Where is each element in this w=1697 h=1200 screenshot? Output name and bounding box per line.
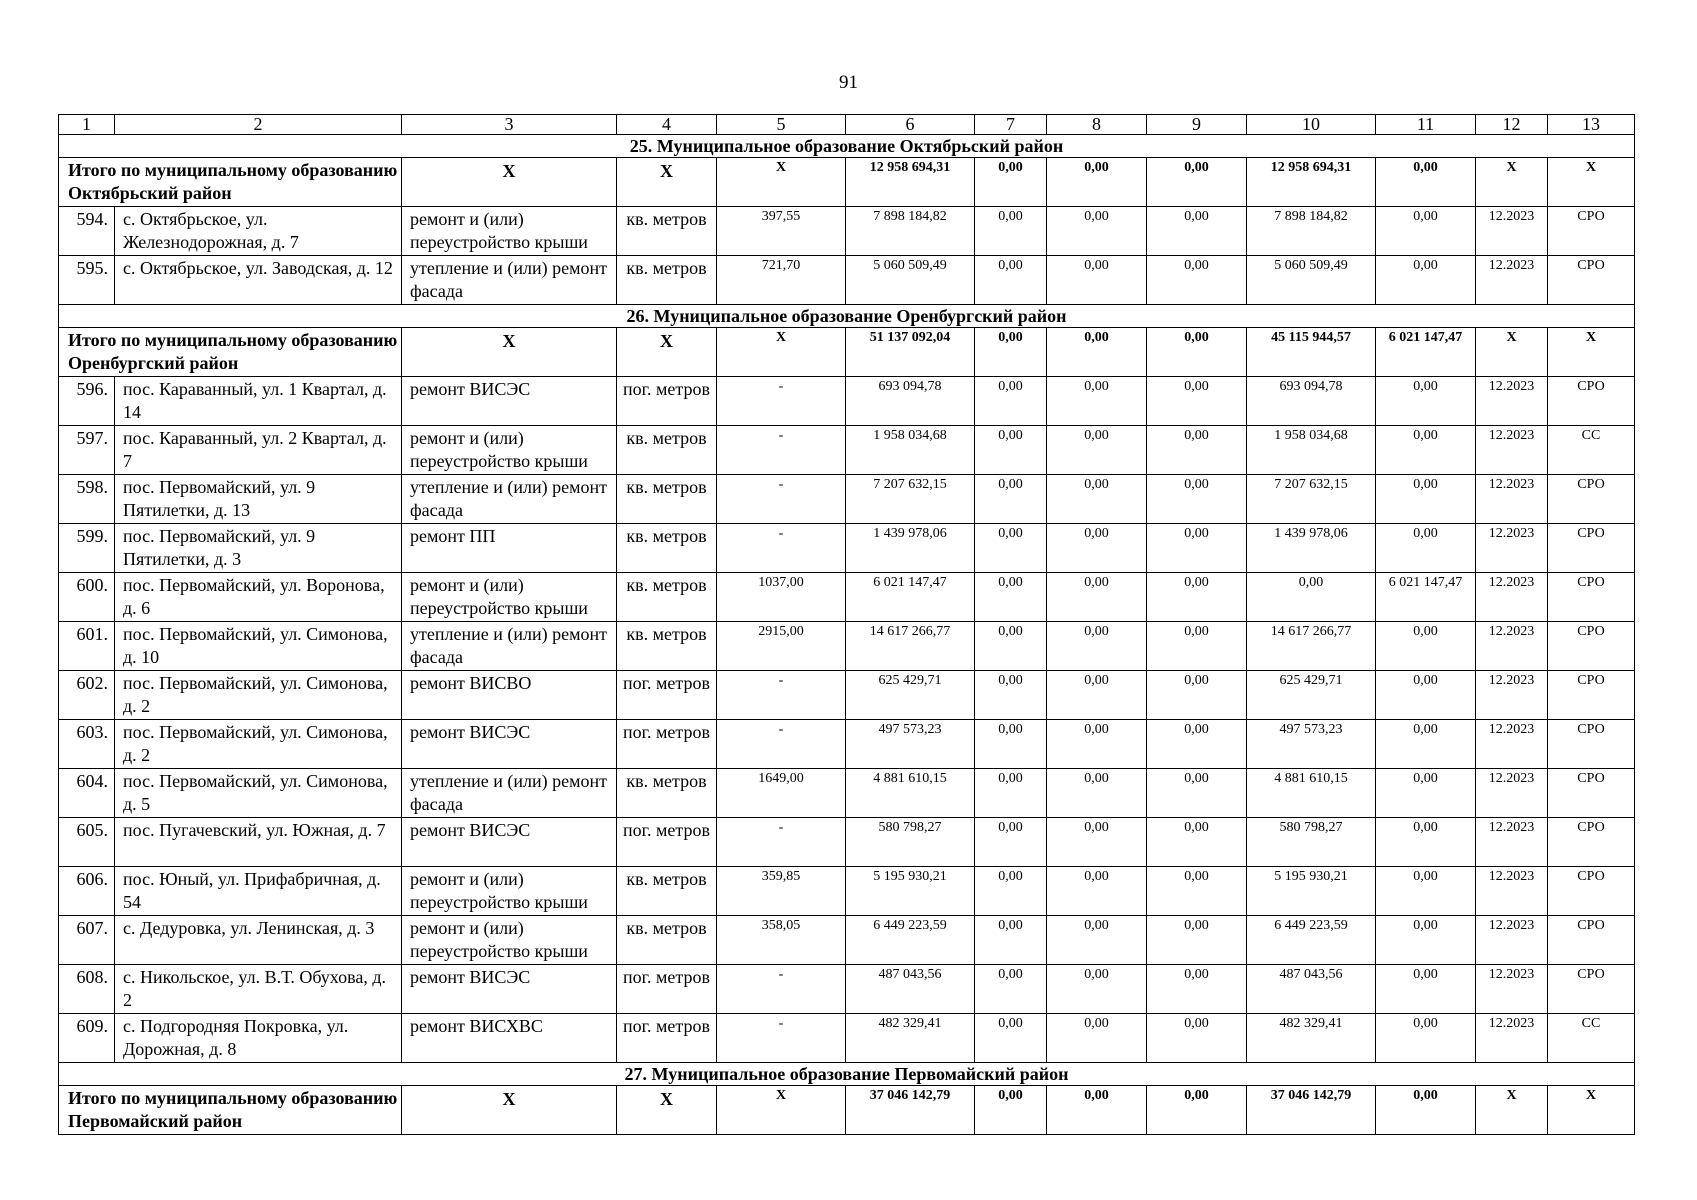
value-col-9: 0,00 xyxy=(1147,377,1247,426)
value-col-6: 5 195 930,21 xyxy=(846,867,975,916)
total-col-5: X xyxy=(717,158,846,207)
column-number-2: 2 xyxy=(115,115,402,135)
address: пос. Караванный, ул. 1 Квартал, д. 14 xyxy=(115,377,402,426)
row-number: 597. xyxy=(59,426,115,475)
section-header-row xyxy=(59,135,1635,158)
value-col-5: - xyxy=(717,965,846,1014)
value-col-9: 0,00 xyxy=(1147,475,1247,524)
total-row xyxy=(59,1086,1635,1135)
value-col-13: СРО xyxy=(1548,377,1635,426)
row-number: 594. xyxy=(59,207,115,256)
total-col-7: 0,00 xyxy=(975,1086,1047,1135)
table-row xyxy=(59,475,1635,524)
value-col-8: 0,00 xyxy=(1047,573,1147,622)
value-col-13: СС xyxy=(1548,426,1635,475)
value-col-13: СРО xyxy=(1548,671,1635,720)
value-col-7: 0,00 xyxy=(975,622,1047,671)
table-row xyxy=(59,256,1635,305)
value-col-12: 12.2023 xyxy=(1476,720,1548,769)
row-number: 601. xyxy=(59,622,115,671)
unit: кв. метров xyxy=(617,916,717,965)
address: пос. Первомайский, ул. 9 Пятилетки, д. 13 xyxy=(115,475,402,524)
value-col-8: 0,00 xyxy=(1047,475,1147,524)
value-col-13: СРО xyxy=(1548,573,1635,622)
address: с. Октябрьское, ул. Железнодорожная, д. 7 xyxy=(115,207,402,256)
address: с. Подгородняя Покровка, ул. Дорожная, д. 8 xyxy=(115,1014,402,1063)
column-number-6: 6 xyxy=(846,115,975,135)
section-title: 25. Муниципальное образование Октябрьский район xyxy=(59,135,1635,158)
work-type: ремонт ПП xyxy=(402,524,617,573)
value-col-8: 0,00 xyxy=(1047,426,1147,475)
value-col-10: 1 958 034,68 xyxy=(1247,426,1376,475)
total-col-8: 0,00 xyxy=(1047,1086,1147,1135)
value-col-12: 12.2023 xyxy=(1476,256,1548,305)
unit: кв. метров xyxy=(617,426,717,475)
value-col-5: 721,70 xyxy=(717,256,846,305)
row-number: 609. xyxy=(59,1014,115,1063)
value-col-5: - xyxy=(717,377,846,426)
value-col-13: СРО xyxy=(1548,622,1635,671)
row-number: 606. xyxy=(59,867,115,916)
work-type: ремонт ВИСЭС xyxy=(402,377,617,426)
section-title: 27. Муниципальное образование Первомайский район xyxy=(59,1063,1635,1086)
table-row xyxy=(59,671,1635,720)
work-type: ремонт и (или) переустройство крыши xyxy=(402,573,617,622)
value-col-9: 0,00 xyxy=(1147,818,1247,867)
address: пос. Первомайский, ул. Симонова, д. 2 xyxy=(115,720,402,769)
value-col-12: 12.2023 xyxy=(1476,524,1548,573)
work-type: ремонт и (или) переустройство крыши xyxy=(402,867,617,916)
total-label: Итого по муниципальному образованию Первомайский район xyxy=(59,1086,402,1135)
page-number: 91 xyxy=(839,72,858,93)
section-header-row xyxy=(59,1063,1635,1086)
column-number-1: 1 xyxy=(59,115,115,135)
value-col-5: - xyxy=(717,671,846,720)
value-col-7: 0,00 xyxy=(975,867,1047,916)
value-col-7: 0,00 xyxy=(975,573,1047,622)
value-col-5: - xyxy=(717,720,846,769)
total-col-12: X xyxy=(1476,328,1548,377)
value-col-11: 0,00 xyxy=(1376,207,1476,256)
value-col-5: 1037,00 xyxy=(717,573,846,622)
value-col-8: 0,00 xyxy=(1047,769,1147,818)
value-col-9: 0,00 xyxy=(1147,1014,1247,1063)
value-col-12: 12.2023 xyxy=(1476,916,1548,965)
value-col-8: 0,00 xyxy=(1047,207,1147,256)
work-type: ремонт ВИСХВС xyxy=(402,1014,617,1063)
total-col-12: X xyxy=(1476,158,1548,207)
total-col-10: 12 958 694,31 xyxy=(1247,158,1376,207)
unit: кв. метров xyxy=(617,256,717,305)
total-work-type: X xyxy=(402,1086,617,1135)
value-col-9: 0,00 xyxy=(1147,671,1247,720)
value-col-10: 693 094,78 xyxy=(1247,377,1376,426)
work-type: ремонт ВИСВО xyxy=(402,671,617,720)
value-col-7: 0,00 xyxy=(975,818,1047,867)
total-col-7: 0,00 xyxy=(975,328,1047,377)
row-number: 598. xyxy=(59,475,115,524)
value-col-9: 0,00 xyxy=(1147,573,1247,622)
address: пос. Первомайский, ул. Воронова, д. 6 xyxy=(115,573,402,622)
value-col-10: 7 207 632,15 xyxy=(1247,475,1376,524)
value-col-10: 4 881 610,15 xyxy=(1247,769,1376,818)
address: пос. Караванный, ул. 2 Квартал, д. 7 xyxy=(115,426,402,475)
value-col-13: СРО xyxy=(1548,965,1635,1014)
total-label: Итого по муниципальному образованию Октябрьский район xyxy=(59,158,402,207)
column-number-8: 8 xyxy=(1047,115,1147,135)
table-row xyxy=(59,769,1635,818)
value-col-11: 0,00 xyxy=(1376,1014,1476,1063)
total-row xyxy=(59,158,1635,207)
value-col-10: 7 898 184,82 xyxy=(1247,207,1376,256)
value-col-6: 625 429,71 xyxy=(846,671,975,720)
column-number-10: 10 xyxy=(1247,115,1376,135)
row-number: 595. xyxy=(59,256,115,305)
row-number: 596. xyxy=(59,377,115,426)
value-col-6: 482 329,41 xyxy=(846,1014,975,1063)
value-col-12: 12.2023 xyxy=(1476,377,1548,426)
value-col-10: 497 573,23 xyxy=(1247,720,1376,769)
table-row xyxy=(59,965,1635,1014)
work-type: ремонт и (или) переустройство крыши xyxy=(402,426,617,475)
table-row xyxy=(59,1014,1635,1063)
value-col-12: 12.2023 xyxy=(1476,818,1548,867)
work-type: утепление и (или) ремонт фасада xyxy=(402,622,617,671)
unit: кв. метров xyxy=(617,524,717,573)
value-col-10: 6 449 223,59 xyxy=(1247,916,1376,965)
total-col-13: X xyxy=(1548,158,1635,207)
value-col-10: 482 329,41 xyxy=(1247,1014,1376,1063)
value-col-11: 0,00 xyxy=(1376,916,1476,965)
total-col-9: 0,00 xyxy=(1147,328,1247,377)
value-col-13: СРО xyxy=(1548,524,1635,573)
value-col-13: СРО xyxy=(1548,720,1635,769)
value-col-5: 2915,00 xyxy=(717,622,846,671)
value-col-5: - xyxy=(717,1014,846,1063)
value-col-7: 0,00 xyxy=(975,256,1047,305)
value-col-12: 12.2023 xyxy=(1476,965,1548,1014)
value-col-9: 0,00 xyxy=(1147,720,1247,769)
total-row xyxy=(59,328,1635,377)
repair-program-table xyxy=(58,114,1635,1135)
unit: кв. метров xyxy=(617,769,717,818)
total-col-9: 0,00 xyxy=(1147,1086,1247,1135)
value-col-6: 1 439 978,06 xyxy=(846,524,975,573)
value-col-7: 0,00 xyxy=(975,671,1047,720)
value-col-8: 0,00 xyxy=(1047,377,1147,426)
address: с. Октябрьское, ул. Заводская, д. 12 xyxy=(115,256,402,305)
address: пос. Первомайский, ул. Симонова, д. 10 xyxy=(115,622,402,671)
value-col-6: 1 958 034,68 xyxy=(846,426,975,475)
work-type: утепление и (или) ремонт фасада xyxy=(402,769,617,818)
row-number: 604. xyxy=(59,769,115,818)
value-col-12: 12.2023 xyxy=(1476,475,1548,524)
column-number-11: 11 xyxy=(1376,115,1476,135)
value-col-11: 0,00 xyxy=(1376,769,1476,818)
total-col-8: 0,00 xyxy=(1047,158,1147,207)
value-col-7: 0,00 xyxy=(975,475,1047,524)
address: пос. Первомайский, ул. Симонова, д. 5 xyxy=(115,769,402,818)
column-number-9: 9 xyxy=(1147,115,1247,135)
value-col-10: 14 617 266,77 xyxy=(1247,622,1376,671)
value-col-5: 1649,00 xyxy=(717,769,846,818)
value-col-6: 4 881 610,15 xyxy=(846,769,975,818)
table-row xyxy=(59,207,1635,256)
value-col-7: 0,00 xyxy=(975,916,1047,965)
total-col-11: 0,00 xyxy=(1376,1086,1476,1135)
value-col-6: 487 043,56 xyxy=(846,965,975,1014)
value-col-13: СРО xyxy=(1548,207,1635,256)
value-col-7: 0,00 xyxy=(975,207,1047,256)
value-col-7: 0,00 xyxy=(975,426,1047,475)
value-col-9: 0,00 xyxy=(1147,622,1247,671)
value-col-6: 6 021 147,47 xyxy=(846,573,975,622)
total-col-13: X xyxy=(1548,328,1635,377)
value-col-7: 0,00 xyxy=(975,1014,1047,1063)
value-col-6: 6 449 223,59 xyxy=(846,916,975,965)
column-number-row xyxy=(59,115,1635,135)
value-col-6: 693 094,78 xyxy=(846,377,975,426)
value-col-11: 0,00 xyxy=(1376,671,1476,720)
row-number: 599. xyxy=(59,524,115,573)
value-col-10: 1 439 978,06 xyxy=(1247,524,1376,573)
column-number-5: 5 xyxy=(717,115,846,135)
work-type: ремонт ВИСЭС xyxy=(402,720,617,769)
table-row xyxy=(59,573,1635,622)
value-col-7: 0,00 xyxy=(975,524,1047,573)
total-col-10: 45 115 944,57 xyxy=(1247,328,1376,377)
column-number-12: 12 xyxy=(1476,115,1548,135)
value-col-12: 12.2023 xyxy=(1476,671,1548,720)
value-col-5: - xyxy=(717,426,846,475)
value-col-8: 0,00 xyxy=(1047,256,1147,305)
work-type: ремонт и (или) переустройство крыши xyxy=(402,916,617,965)
unit: пог. метров xyxy=(617,671,717,720)
unit: кв. метров xyxy=(617,573,717,622)
value-col-12: 12.2023 xyxy=(1476,769,1548,818)
value-col-5: - xyxy=(717,818,846,867)
value-col-10: 5 195 930,21 xyxy=(1247,867,1376,916)
value-col-7: 0,00 xyxy=(975,965,1047,1014)
value-col-10: 0,00 xyxy=(1247,573,1376,622)
value-col-9: 0,00 xyxy=(1147,524,1247,573)
value-col-11: 0,00 xyxy=(1376,426,1476,475)
value-col-9: 0,00 xyxy=(1147,867,1247,916)
work-type: ремонт и (или) переустройство крыши xyxy=(402,207,617,256)
value-col-8: 0,00 xyxy=(1047,524,1147,573)
unit: кв. метров xyxy=(617,475,717,524)
address: пос. Первомайский, ул. Симонова, д. 2 xyxy=(115,671,402,720)
value-col-7: 0,00 xyxy=(975,769,1047,818)
row-number: 608. xyxy=(59,965,115,1014)
value-col-12: 12.2023 xyxy=(1476,622,1548,671)
total-col-11: 6 021 147,47 xyxy=(1376,328,1476,377)
value-col-5: - xyxy=(717,475,846,524)
value-col-13: СС xyxy=(1548,1014,1635,1063)
table-row xyxy=(59,867,1635,916)
total-col-11: 0,00 xyxy=(1376,158,1476,207)
value-col-11: 0,00 xyxy=(1376,622,1476,671)
total-col-5: X xyxy=(717,1086,846,1135)
table-row xyxy=(59,622,1635,671)
value-col-7: 0,00 xyxy=(975,720,1047,769)
value-col-8: 0,00 xyxy=(1047,916,1147,965)
value-col-13: СРО xyxy=(1548,867,1635,916)
table-row xyxy=(59,426,1635,475)
work-type: утепление и (или) ремонт фасада xyxy=(402,475,617,524)
value-col-5: - xyxy=(717,524,846,573)
unit: пог. метров xyxy=(617,1014,717,1063)
value-col-7: 0,00 xyxy=(975,377,1047,426)
value-col-13: СРО xyxy=(1548,818,1635,867)
work-type: утепление и (или) ремонт фасада xyxy=(402,256,617,305)
total-unit: X xyxy=(617,158,717,207)
address: пос. Первомайский, ул. 9 Пятилетки, д. 3 xyxy=(115,524,402,573)
value-col-12: 12.2023 xyxy=(1476,207,1548,256)
value-col-11: 0,00 xyxy=(1376,377,1476,426)
row-number: 602. xyxy=(59,671,115,720)
value-col-5: 359,85 xyxy=(717,867,846,916)
value-col-9: 0,00 xyxy=(1147,256,1247,305)
value-col-11: 0,00 xyxy=(1376,867,1476,916)
value-col-8: 0,00 xyxy=(1047,1014,1147,1063)
table-row xyxy=(59,916,1635,965)
value-col-11: 0,00 xyxy=(1376,475,1476,524)
value-col-8: 0,00 xyxy=(1047,671,1147,720)
table-row xyxy=(59,818,1635,867)
address: пос. Пугачевский, ул. Южная, д. 7 xyxy=(115,818,402,867)
value-col-9: 0,00 xyxy=(1147,207,1247,256)
total-col-6: 51 137 092,04 xyxy=(846,328,975,377)
value-col-11: 0,00 xyxy=(1376,818,1476,867)
value-col-11: 0,00 xyxy=(1376,720,1476,769)
value-col-11: 0,00 xyxy=(1376,524,1476,573)
value-col-6: 5 060 509,49 xyxy=(846,256,975,305)
value-col-11: 6 021 147,47 xyxy=(1376,573,1476,622)
column-number-4: 4 xyxy=(617,115,717,135)
value-col-5: 397,55 xyxy=(717,207,846,256)
value-col-8: 0,00 xyxy=(1047,720,1147,769)
total-unit: X xyxy=(617,328,717,377)
total-unit: X xyxy=(617,1086,717,1135)
address: с. Дедуровка, ул. Ленинская, д. 3 xyxy=(115,916,402,965)
total-col-12: X xyxy=(1476,1086,1548,1135)
total-col-10: 37 046 142,79 xyxy=(1247,1086,1376,1135)
value-col-8: 0,00 xyxy=(1047,867,1147,916)
total-col-5: X xyxy=(717,328,846,377)
value-col-8: 0,00 xyxy=(1047,965,1147,1014)
total-col-8: 0,00 xyxy=(1047,328,1147,377)
unit: пог. метров xyxy=(617,965,717,1014)
total-label: Итого по муниципальному образованию Оренбургский район xyxy=(59,328,402,377)
value-col-8: 0,00 xyxy=(1047,818,1147,867)
value-col-6: 497 573,23 xyxy=(846,720,975,769)
value-col-13: СРО xyxy=(1548,475,1635,524)
value-col-6: 14 617 266,77 xyxy=(846,622,975,671)
table-row xyxy=(59,377,1635,426)
value-col-6: 7 207 632,15 xyxy=(846,475,975,524)
row-number: 607. xyxy=(59,916,115,965)
row-number: 605. xyxy=(59,818,115,867)
unit: кв. метров xyxy=(617,622,717,671)
unit: кв. метров xyxy=(617,867,717,916)
address: пос. Юный, ул. Прифабричная, д. 54 xyxy=(115,867,402,916)
work-type: ремонт ВИСЭС xyxy=(402,818,617,867)
total-col-6: 12 958 694,31 xyxy=(846,158,975,207)
value-col-11: 0,00 xyxy=(1376,256,1476,305)
unit: пог. метров xyxy=(617,818,717,867)
column-number-3: 3 xyxy=(402,115,617,135)
column-number-7: 7 xyxy=(975,115,1047,135)
value-col-10: 580 798,27 xyxy=(1247,818,1376,867)
section-title: 26. Муниципальное образование Оренбургский район xyxy=(59,305,1635,328)
value-col-10: 5 060 509,49 xyxy=(1247,256,1376,305)
unit: кв. метров xyxy=(617,207,717,256)
value-col-12: 12.2023 xyxy=(1476,573,1548,622)
total-work-type: X xyxy=(402,158,617,207)
value-col-5: 358,05 xyxy=(717,916,846,965)
value-col-12: 12.2023 xyxy=(1476,426,1548,475)
value-col-9: 0,00 xyxy=(1147,426,1247,475)
value-col-10: 625 429,71 xyxy=(1247,671,1376,720)
value-col-13: СРО xyxy=(1548,256,1635,305)
value-col-13: СРО xyxy=(1548,769,1635,818)
row-number: 603. xyxy=(59,720,115,769)
value-col-9: 0,00 xyxy=(1147,769,1247,818)
value-col-10: 487 043,56 xyxy=(1247,965,1376,1014)
unit: пог. метров xyxy=(617,377,717,426)
value-col-11: 0,00 xyxy=(1376,965,1476,1014)
address: с. Никольское, ул. В.Т. Обухова, д. 2 xyxy=(115,965,402,1014)
value-col-9: 0,00 xyxy=(1147,965,1247,1014)
value-col-8: 0,00 xyxy=(1047,622,1147,671)
value-col-13: СРО xyxy=(1548,916,1635,965)
value-col-6: 7 898 184,82 xyxy=(846,207,975,256)
total-col-13: X xyxy=(1548,1086,1635,1135)
unit: пог. метров xyxy=(617,720,717,769)
value-col-12: 12.2023 xyxy=(1476,867,1548,916)
total-col-9: 0,00 xyxy=(1147,158,1247,207)
total-work-type: X xyxy=(402,328,617,377)
section-header-row xyxy=(59,305,1635,328)
total-col-6: 37 046 142,79 xyxy=(846,1086,975,1135)
table-row xyxy=(59,524,1635,573)
table-row xyxy=(59,720,1635,769)
value-col-6: 580 798,27 xyxy=(846,818,975,867)
value-col-12: 12.2023 xyxy=(1476,1014,1548,1063)
total-col-7: 0,00 xyxy=(975,158,1047,207)
work-type: ремонт ВИСЭС xyxy=(402,965,617,1014)
row-number: 600. xyxy=(59,573,115,622)
value-col-9: 0,00 xyxy=(1147,916,1247,965)
column-number-13: 13 xyxy=(1548,115,1635,135)
